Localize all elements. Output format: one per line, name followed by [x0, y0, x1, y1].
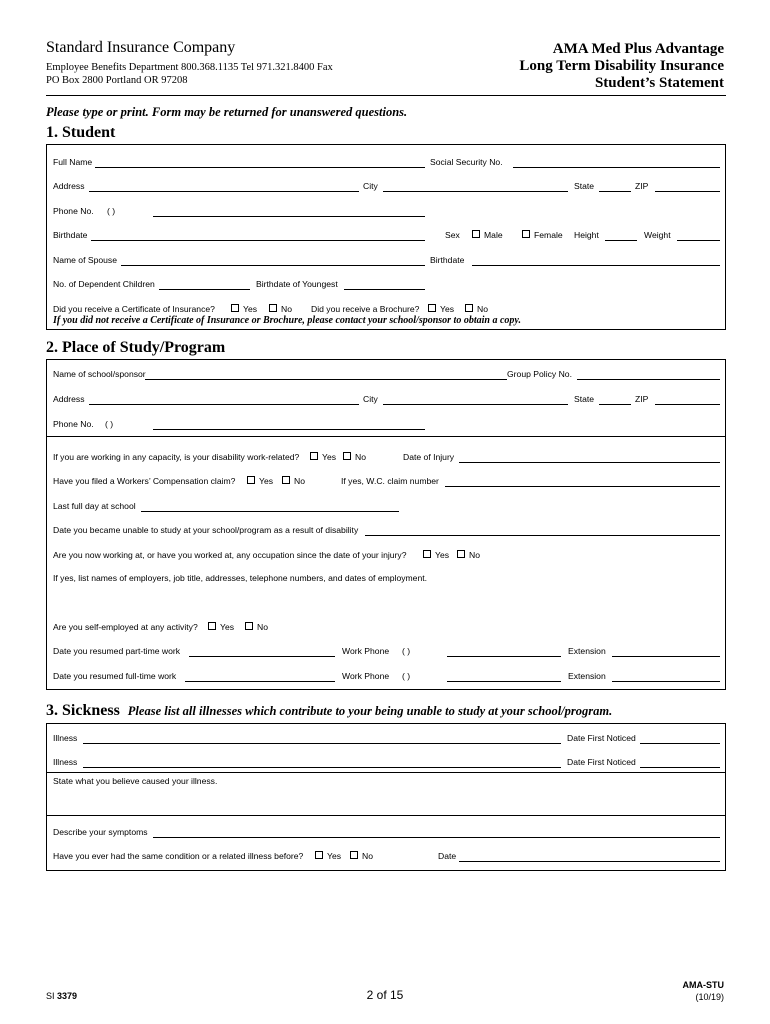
section-3-title: 3. Sickness	[46, 702, 120, 719]
form-title-1: AMA Med Plus Advantage	[552, 41, 724, 57]
state-field[interactable]	[599, 180, 631, 192]
same-condition-yes-checkbox[interactable]	[315, 851, 323, 859]
same-condition-no-label: No	[362, 851, 373, 861]
brochure-no-checkbox[interactable]	[465, 304, 473, 312]
address-line: PO Box 2800 Portland OR 97208	[46, 75, 188, 86]
certificate-note-text: If you did not receive a Certificate of Insurance or Brochure, please contact your school/sponsor to obtain a copy.	[53, 315, 521, 326]
spouse-birthdate-label: Birthdate	[430, 255, 465, 265]
row-phone-2	[53, 418, 719, 432]
male-checkbox[interactable]	[472, 230, 480, 238]
working-no-checkbox[interactable]	[457, 550, 465, 558]
wc-no-checkbox[interactable]	[282, 476, 290, 484]
spouse-label: Name of Spouse	[53, 255, 118, 265]
part-time-field[interactable]	[189, 645, 335, 657]
address-field[interactable]	[89, 180, 359, 192]
full-time-extension-field[interactable]	[612, 670, 720, 682]
form-title-3: Student’s Statement	[594, 75, 724, 91]
first-noticed-label-1: Date First Noticed	[567, 733, 636, 743]
symptoms-field[interactable]	[153, 826, 720, 838]
row-list-employers	[53, 572, 719, 586]
company-name: Standard Insurance Company	[46, 39, 236, 56]
section-3-heading	[46, 702, 612, 720]
same-condition-yes-label: Yes	[327, 851, 342, 861]
full-time-work-phone-label: Work Phone	[342, 671, 390, 681]
phone-label: Phone No.	[53, 206, 94, 216]
first-noticed-field-2[interactable]	[640, 756, 720, 768]
same-condition-date-label: Date	[438, 851, 457, 861]
work-related-question: If you are working in any capacity, is your disability work-related?	[53, 452, 300, 462]
full-time-extension-label: Extension	[568, 671, 606, 681]
brochure-yes-checkbox[interactable]	[428, 304, 436, 312]
section-1-box	[46, 144, 726, 330]
row-illness-1	[53, 732, 719, 746]
certificate-question: Did you receive a Certificate of Insurance?	[53, 304, 215, 314]
header-rule	[46, 95, 726, 96]
unable-date-label: Date you became unable to study at your school/program as a result of disability	[53, 525, 359, 535]
ssn-label: Social Security No.	[430, 157, 503, 167]
work-related-yes-label: Yes	[322, 452, 337, 462]
row-full-name	[53, 156, 719, 170]
row-same-condition	[53, 850, 719, 864]
city-label-2: City	[363, 394, 378, 404]
work-related-no-checkbox[interactable]	[343, 452, 351, 460]
same-condition-no-checkbox[interactable]	[350, 851, 358, 859]
row-last-day	[53, 500, 719, 514]
phone-label-2: Phone No.	[53, 419, 94, 429]
birthdate-field[interactable]	[91, 229, 425, 241]
list-employers-label: If yes, list names of employers, job title, addresses, telephone numbers, and dates of employment.	[53, 573, 428, 583]
dependents-field[interactable]	[159, 278, 250, 290]
unable-date-field[interactable]	[365, 524, 720, 536]
section-2-box	[46, 359, 726, 690]
illness-label-2: Illness	[53, 757, 78, 767]
group-policy-label: Group Policy No.	[507, 369, 572, 379]
part-time-work-phone-area[interactable]: ( )	[402, 646, 411, 656]
height-label: Height	[574, 230, 599, 240]
cause-label: State what you believe caused your illness.	[53, 776, 218, 786]
row-illness-2	[53, 756, 719, 770]
weight-label: Weight	[644, 230, 671, 240]
wc-yes-checkbox[interactable]	[247, 476, 255, 484]
working-yes-checkbox[interactable]	[423, 550, 431, 558]
zip-field-2[interactable]	[655, 393, 720, 405]
self-employed-no-checkbox[interactable]	[245, 622, 253, 630]
part-time-work-phone-label: Work Phone	[342, 646, 390, 656]
same-condition-date-field[interactable]	[459, 850, 720, 862]
sex-label: Sex	[445, 230, 460, 240]
row-unable-date	[53, 524, 719, 538]
city-field-2[interactable]	[383, 393, 568, 405]
zip-label: ZIP	[635, 181, 649, 191]
self-employed-yes-label: Yes	[220, 622, 235, 632]
school-label: Name of school/sponsor	[53, 369, 146, 379]
address-label: Address	[53, 181, 85, 191]
row-full-time	[53, 670, 719, 684]
wc-number-label: If yes, W.C. claim number	[341, 476, 439, 486]
full-time-work-phone-field[interactable]	[447, 670, 561, 682]
state-label: State	[574, 181, 595, 191]
working-yes-label: Yes	[435, 550, 450, 560]
male-label: Male	[484, 230, 503, 240]
phone-field[interactable]	[153, 205, 425, 217]
row-self-employed	[53, 621, 719, 635]
full-time-label: Date you resumed full-time work	[53, 671, 177, 681]
full-name-label: Full Name	[53, 157, 93, 167]
first-noticed-field-1[interactable]	[640, 732, 720, 744]
state-field-2[interactable]	[599, 393, 631, 405]
section-2-title: 2. Place of Study/Program	[46, 339, 226, 356]
certificate-no-label: No	[281, 304, 292, 314]
row-part-time	[53, 645, 719, 659]
wc-no-label: No	[294, 476, 305, 486]
phone-area-code-2[interactable]: ( )	[105, 419, 114, 429]
row-cause	[53, 775, 719, 789]
full-name-field[interactable]	[95, 156, 425, 168]
last-day-label: Last full day at school	[53, 501, 136, 511]
zip-label-2: ZIP	[635, 394, 649, 404]
brochure-no-label: No	[477, 304, 488, 314]
phone-area-code[interactable]: ( )	[107, 206, 116, 216]
wc-yes-label: Yes	[259, 476, 274, 486]
form-code: AMA-STU	[682, 980, 724, 990]
phone-field-2[interactable]	[153, 418, 425, 430]
row-address	[53, 180, 719, 194]
row-birthdate	[53, 229, 719, 243]
illness-divider-bottom	[47, 815, 725, 816]
working-no-label: No	[469, 550, 480, 560]
work-related-yes-checkbox[interactable]	[310, 452, 318, 460]
page-number: 2 of 15	[366, 988, 404, 1002]
part-time-work-phone-field[interactable]	[447, 645, 561, 657]
female-checkbox[interactable]	[522, 230, 530, 238]
address-label-2: Address	[53, 394, 85, 404]
zip-field[interactable]	[655, 180, 720, 192]
row-phone	[53, 205, 719, 219]
state-label-2: State	[574, 394, 595, 404]
school-field[interactable]	[145, 368, 507, 380]
date-injury-label: Date of Injury	[403, 452, 455, 462]
city-field[interactable]	[383, 180, 568, 192]
date-injury-field[interactable]	[459, 451, 720, 463]
certificate-yes-label: Yes	[243, 304, 258, 314]
form-number-value: 3379	[57, 991, 78, 1001]
youngest-field[interactable]	[344, 278, 425, 290]
dept-line: Employee Benefits Department 800.368.1135 Tel 971.321.8400 Fax	[46, 62, 333, 73]
last-day-field[interactable]	[141, 500, 399, 512]
illness-field-2[interactable]	[83, 756, 561, 768]
working-question: Are you now working at, or have you worked at, any occupation since the date of your injury?	[53, 550, 407, 560]
wc-question: Have you filed a Workers’ Compensation claim?	[53, 476, 236, 486]
self-employed-no-label: No	[257, 622, 268, 632]
section-2-divider	[47, 436, 725, 437]
full-time-work-phone-area[interactable]: ( )	[402, 671, 411, 681]
form-number-prefix: SI	[46, 991, 55, 1001]
row-dependents	[53, 278, 719, 292]
section-3-subtitle: Please list all illnesses which contribute to your being unable to study at your school/program.	[127, 704, 613, 718]
row-symptoms	[53, 826, 719, 840]
youngest-label: Birthdate of Youngest	[256, 279, 338, 289]
same-condition-question: Have you ever had the same condition or a related illness before?	[53, 851, 304, 861]
row-spouse	[53, 254, 719, 268]
spouse-field[interactable]	[121, 254, 425, 266]
certificate-yes-checkbox[interactable]	[231, 304, 239, 312]
brochure-yes-label: Yes	[440, 304, 455, 314]
birthdate-label: Birthdate	[53, 230, 88, 240]
row-address-2	[53, 393, 719, 407]
wc-number-field[interactable]	[445, 475, 720, 487]
form-date: (10/19)	[695, 992, 724, 1002]
weight-field[interactable]	[677, 229, 720, 241]
dependents-label: No. of Dependent Children	[53, 279, 155, 289]
ssn-field[interactable]	[513, 156, 720, 168]
illness-field-1[interactable]	[83, 732, 561, 744]
part-time-extension-label: Extension	[568, 646, 606, 656]
city-label: City	[363, 181, 378, 191]
illness-divider-top	[47, 772, 725, 773]
row-school	[53, 368, 719, 382]
self-employed-yes-checkbox[interactable]	[208, 622, 216, 630]
work-related-no-label: No	[355, 452, 366, 462]
first-noticed-label-2: Date First Noticed	[567, 757, 636, 767]
row-work-related	[53, 451, 719, 465]
symptoms-label: Describe your symptoms	[53, 827, 148, 837]
address-field-2[interactable]	[89, 393, 359, 405]
section-1-title: 1. Student	[46, 124, 116, 141]
group-policy-field[interactable]	[577, 368, 720, 380]
spouse-birthdate-field[interactable]	[472, 254, 720, 266]
instructions: Please type or print. Form may be returned for unanswered questions.	[46, 105, 408, 119]
row-wc-claim	[53, 475, 719, 489]
part-time-label: Date you resumed part-time work	[53, 646, 181, 656]
female-label: Female	[534, 230, 563, 240]
part-time-extension-field[interactable]	[612, 645, 720, 657]
height-field[interactable]	[605, 229, 637, 241]
brochure-question: Did you receive a Brochure?	[311, 304, 420, 314]
certificate-note	[53, 315, 719, 329]
section-3-box	[46, 723, 726, 871]
illness-label-1: Illness	[53, 733, 78, 743]
certificate-no-checkbox[interactable]	[269, 304, 277, 312]
form-title-2: Long Term Disability Insurance	[519, 58, 724, 74]
row-working	[53, 549, 719, 563]
full-time-field[interactable]	[185, 670, 335, 682]
self-employed-question: Are you self-employed at any activity?	[53, 622, 198, 632]
